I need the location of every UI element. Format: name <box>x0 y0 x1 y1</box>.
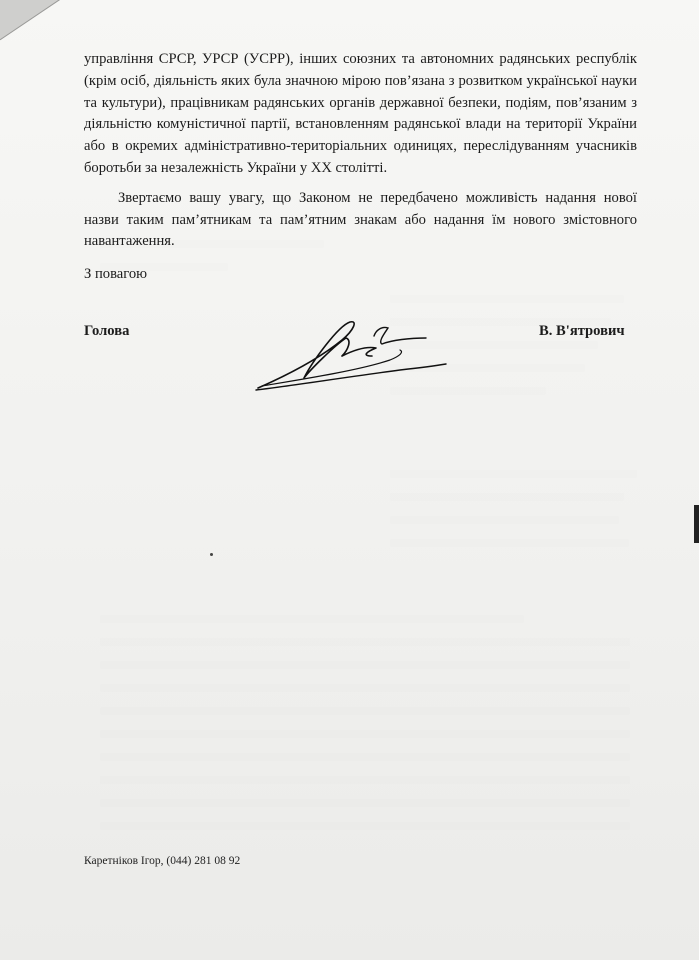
bleed-line <box>100 638 630 646</box>
bleed-line <box>100 661 630 669</box>
edge-mark <box>694 505 699 543</box>
bleed-line <box>390 516 619 524</box>
letter-body <box>84 49 637 253</box>
bleed-line <box>100 799 630 807</box>
bleed-line <box>100 822 630 830</box>
bleed-line <box>100 753 630 761</box>
bleed-through-right-2 <box>390 455 650 562</box>
paragraph-1: управління СРСР, УРСР (УСРР), інших союзних та автономних радянських республік (крім осіб, діяльність яких була значною мірою пов’язана з розвитком української науки та культури), працівникам радянських органів державної безпеки, подіям, пов’язаним з діяльністю комуністичної партії, встановленням радянської влади на території України або в окремих адміністративно-територіальних одиницях, переслідуванням учасників боротьби за незалежність України у ХХ столітті. <box>84 51 637 176</box>
signatory-position: Голова <box>84 323 130 339</box>
bleed-line <box>100 730 630 738</box>
signatory-name: В. В'ятрович <box>539 323 625 339</box>
bleed-line <box>390 493 624 501</box>
executor-contact: Каретніков Ігор, (044) 281 08 92 <box>84 855 241 867</box>
bleed-line <box>100 615 524 623</box>
bleed-line <box>100 707 630 715</box>
bleed-line <box>390 470 637 478</box>
handwritten-signature <box>250 300 450 400</box>
bleed-line <box>390 539 629 547</box>
paragraph-2: Звертаємо вашу увагу, що Законом не передбачено можливість надання нової назви таким пам’ятникам та пам’ятним знакам або надання їм нового змістовного навантаження. <box>84 189 637 250</box>
bleed-line <box>100 776 630 784</box>
bleed-line <box>100 684 630 692</box>
ink-speck <box>210 553 213 556</box>
closing-greeting: З повагою <box>84 266 148 282</box>
bleed-through-bottom <box>100 600 630 845</box>
